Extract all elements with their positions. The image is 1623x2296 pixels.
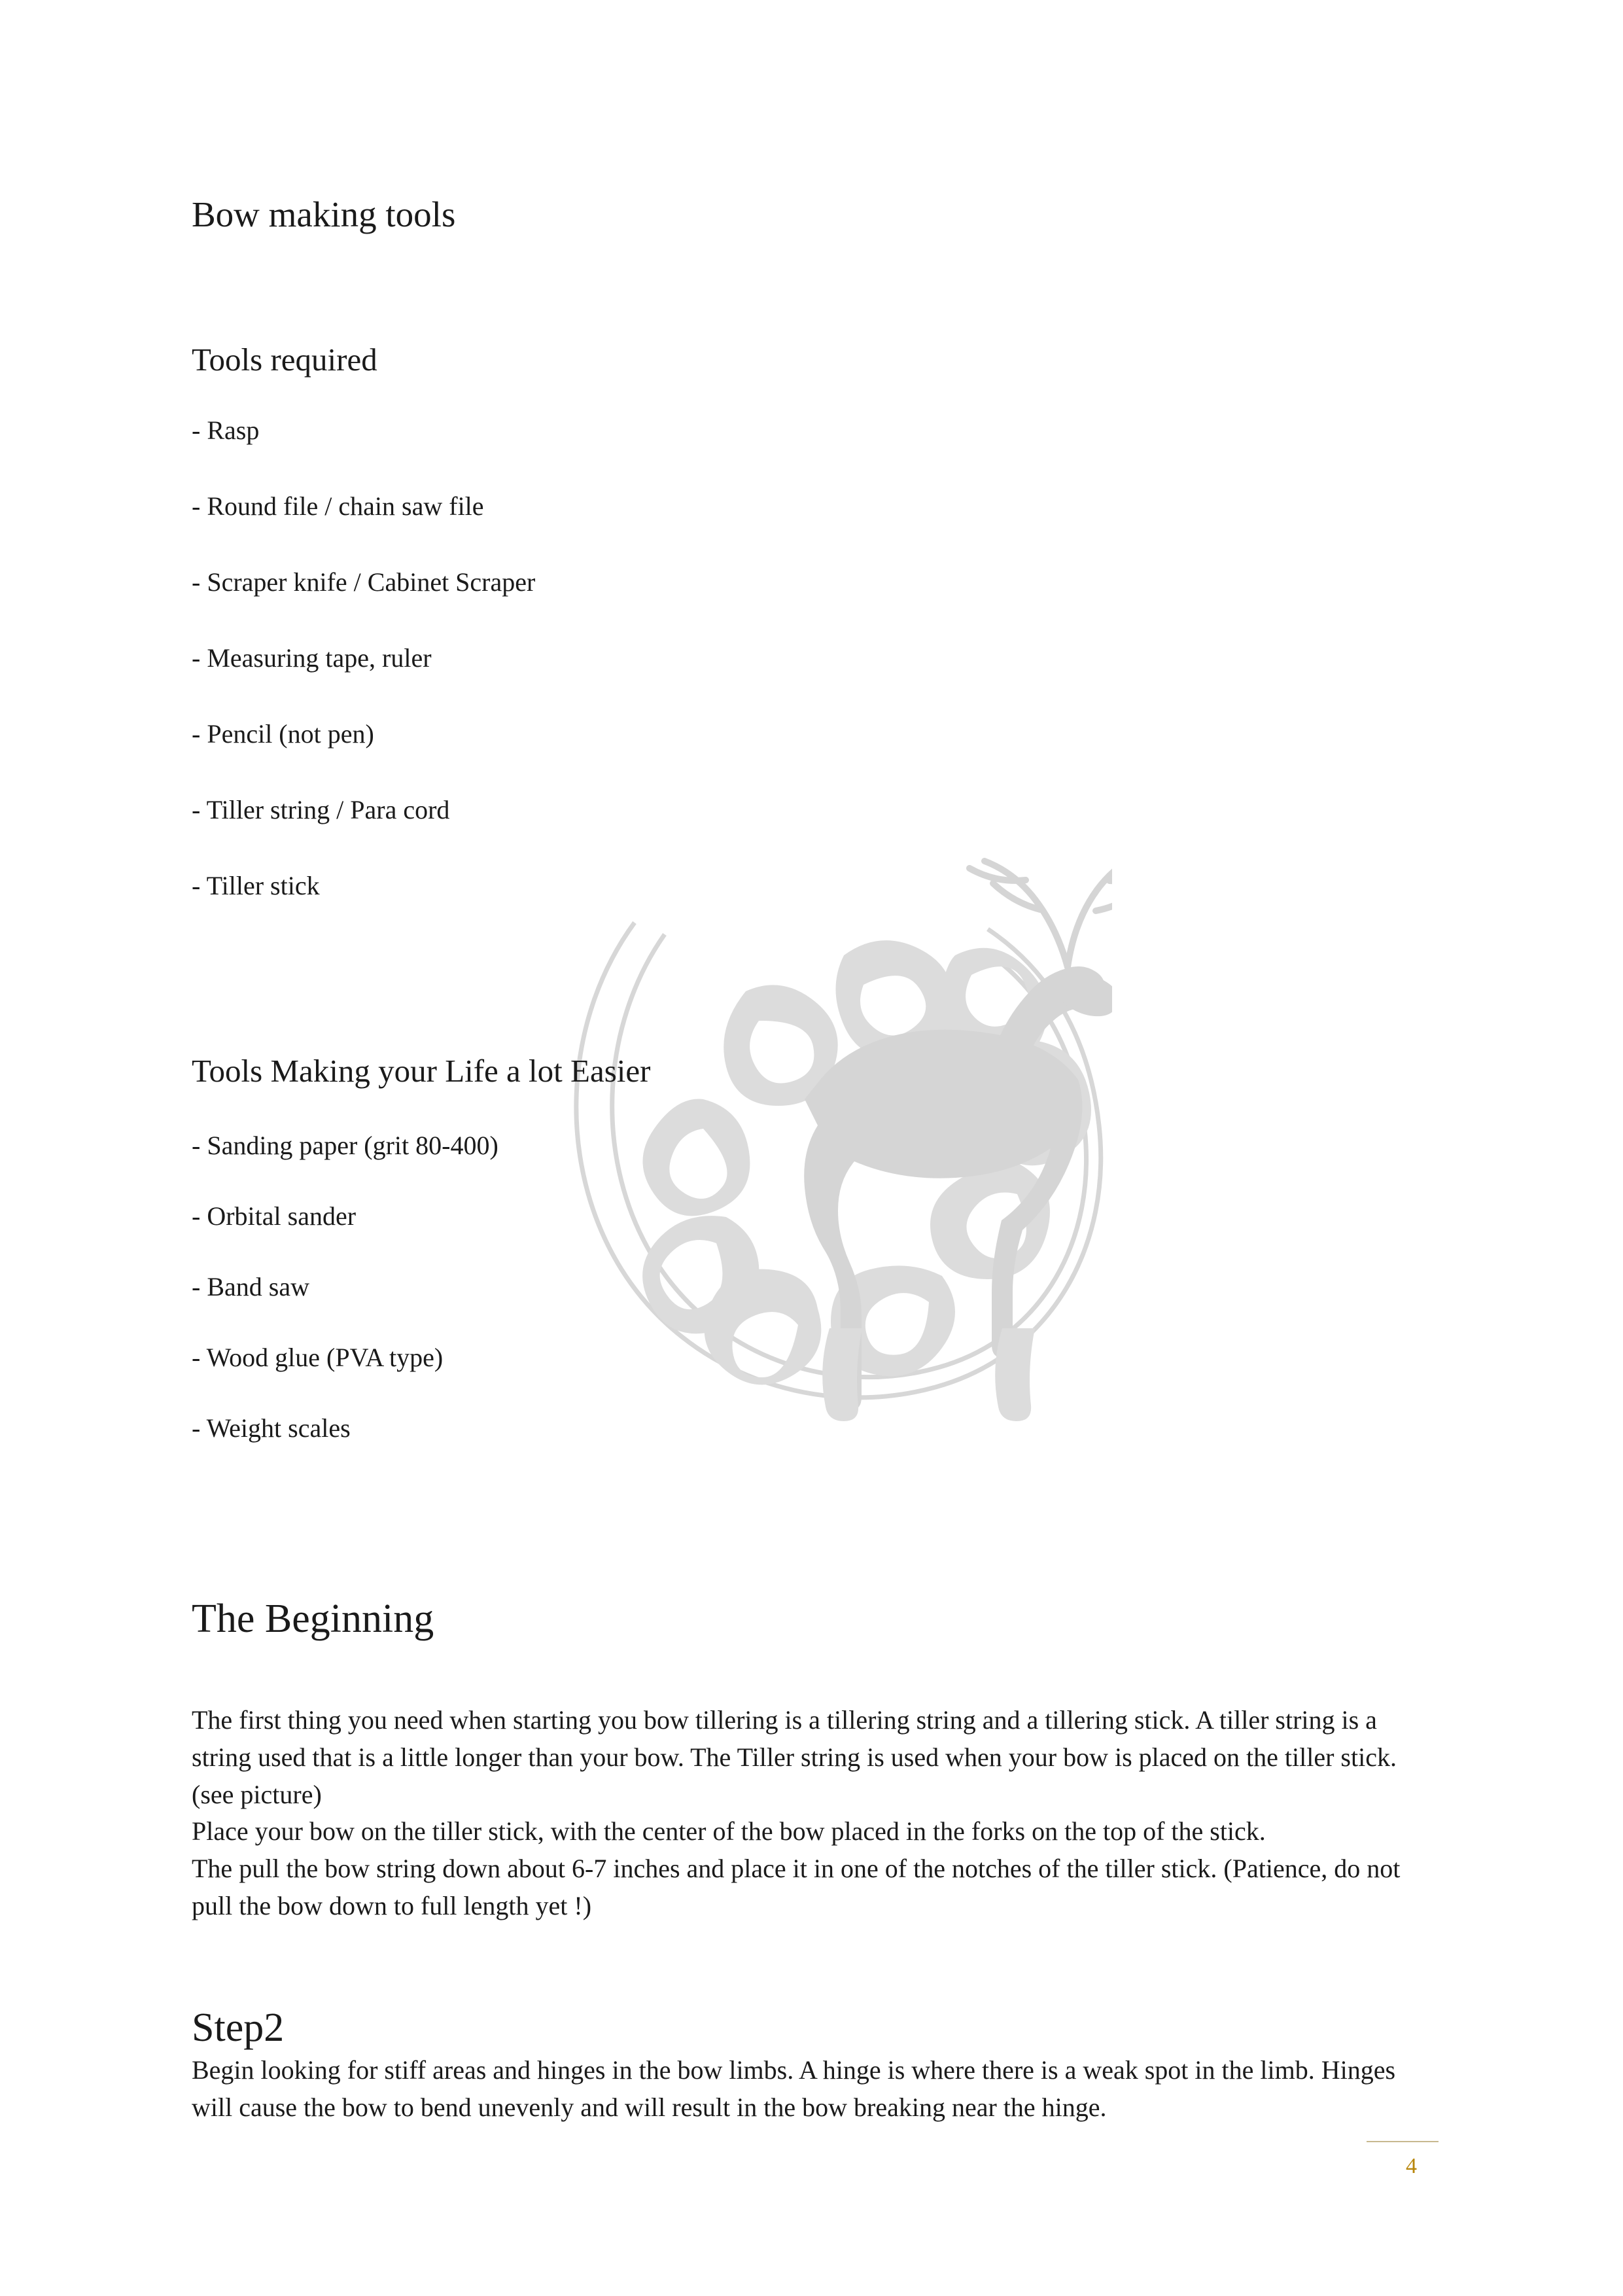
list-item: - Wood glue (PVA type) bbox=[192, 1342, 444, 1372]
list-item: - Weight scales bbox=[192, 1413, 351, 1443]
list-item: - Sanding paper (grit 80-400) bbox=[192, 1130, 498, 1160]
section-heading-tools-required: Tools required bbox=[192, 342, 377, 378]
paragraph: The pull the bow string down about 6-7 inches and place it in one of the notches of the tiller stick. (Patience, do not pull the bow down to full length yet !) bbox=[192, 1854, 1401, 1920]
list-item: - Band saw bbox=[192, 1271, 309, 1301]
list-item: - Tiller stick bbox=[192, 870, 320, 900]
document-content bbox=[192, 0, 1435, 2127]
list-item: - Rasp bbox=[192, 415, 260, 445]
section-heading-the-beginning: The Beginning bbox=[192, 1596, 434, 1641]
list-item: - Pencil (not pen) bbox=[192, 718, 374, 749]
list-item: - Round file / chain saw file bbox=[192, 491, 484, 521]
list-item: - Orbital sander bbox=[192, 1201, 357, 1231]
page-number: 4 bbox=[1406, 2154, 1417, 2178]
paragraph: Place your bow on the tiller stick, with the center of the bow placed in the forks on the top of the stick. bbox=[192, 1816, 1266, 1846]
paragraph: The first thing you need when starting you bow tillering is a tillering string and a tillering stick. A tiller string is a string used that is a little longer than your bow. The Tiller string is used when your bow is placed on the tiller stick. (see picture) bbox=[192, 1704, 1397, 1809]
list-item: - Scraper knife / Cabinet Scraper bbox=[192, 567, 536, 597]
section-heading-step2: Step2 bbox=[192, 2005, 285, 2050]
list-item: - Measuring tape, ruler bbox=[192, 643, 432, 673]
section-heading-tools-easier: Tools Making your Life a lot Easier bbox=[192, 1052, 651, 1089]
page-title: Bow making tools bbox=[192, 194, 456, 234]
footer-divider bbox=[1367, 2141, 1439, 2142]
paragraph: Begin looking for stiff areas and hinges in the bow limbs. A hinge is where there is a weak spot in the limb. Hinges will cause the bow to bend unevenly and will result in the bow breaking near the hinge. bbox=[192, 2055, 1396, 2122]
list-item: - Tiller string / Para cord bbox=[192, 794, 450, 824]
